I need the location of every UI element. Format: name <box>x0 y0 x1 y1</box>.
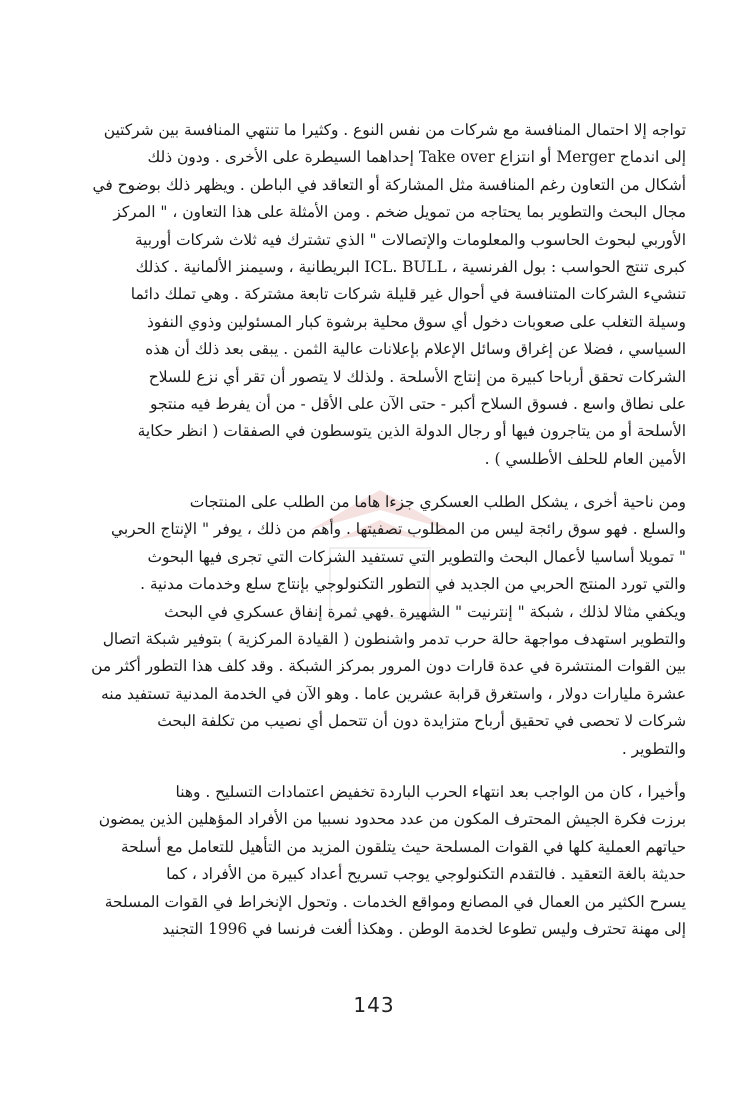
text-line: كبرى تنتج الحواسب : بول الفرنسية ، ICL. BULL البريطانية ، وسيمنز الألمانية . كذلك <box>135 257 686 276</box>
text-line: وأخيرا ، كان من الواجب بعد انتهاء الحرب الباردة تخفيض اعتمادات التسليح . وهنا <box>175 782 686 801</box>
page-number: 143 <box>353 993 395 1017</box>
text-line: السياسي ، فضلا عن إغراق وسائل الإعلام بإعلانات عالية الثمن . يبقى بعد ذلك أن هذه <box>145 340 686 359</box>
text-line: وسيلة التغلب على صعوبات دخول أي سوق محلية برشوة كبار المسئولين وذوي النفوذ <box>146 312 686 331</box>
text-line: عشرة مليارات دولار ، واستغرق قرابة عشرين عاما . وهو الآن في الخدمة المدنية تستفيد منه <box>101 684 686 703</box>
paragraph-gap <box>74 763 686 779</box>
body-text <box>74 117 686 943</box>
text-line: برزت فكرة الجيش المحترف المكون من عدد محدود نسبيا من الأفراد المؤهلين الذين يمضون <box>98 810 686 829</box>
text-line: والتطوير استهدف مواجهة حالة حرب تدمر واشنطون ( القيادة المركزية ) بتوفير شبكة اتصال <box>102 630 686 649</box>
paragraph <box>74 117 686 473</box>
text-line: إلى مهنة تحترف وليس تطوعا لخدمة الوطن . وهكذا ألغت فرنسا في 1996 التجنيد <box>162 919 686 938</box>
text-line: بين القوات المنتشرة في عدة قارات دون المرور بمركز الشبكة . وقد كلف هذا التطور أكثر من <box>91 657 686 676</box>
text-line: أشكال من التعاون رغم المنافسة مثل المشاركة أو التعاقد في الباطن . ويظهر ذلك بوضوح في <box>92 175 686 194</box>
text-line: الأسلحة أو من يتاجرون فيها أو رجال الدولة الذين يتوسطون في الصفقات ( انظر حكاية <box>137 422 686 441</box>
text-line: حديثة بالغة التعقيد . فالتقدم التكنولوجي يوجب تسريح أعداد كبيرة من الأفراد ، كما <box>166 865 686 884</box>
text-line: تواجه إلا احتمال المنافسة مع شركات من نفس النوع . وكثيرا ما تنتهي المنافسة بين شركتين <box>103 121 686 139</box>
paragraph-gap <box>74 473 686 489</box>
text-line: الأوربي لبحوث الحاسوب والمعلومات والإتصالات " الذي تشترك فيه ثلاث شركات أوربية <box>134 230 686 249</box>
text-line: والسلع . فهو سوق رائجة ليس من المطلوب تصفيتها . وأهم من ذلك ، يوفر " الإنتاج الحربي <box>111 520 686 539</box>
text-line: تنشيء الشركات المتنافسة في أحوال غير قليلة شركات تابعة مشتركة . وهي تملك دائما <box>130 285 686 304</box>
text-line: إلى اندماج Merger أو انتزاع Take over إحداهما السيطرة على الأخرى . ودون ذلك <box>147 148 686 167</box>
text-line: شركات لا تحصى في تحقيق أرباح متزايدة دون أن تتحمل أي نصيب من تكلفة البحث <box>157 712 686 731</box>
text-line: حياتهم العملية كلها في القوات المسلحة حيث يتلقون المزيد من التأهيل للتعامل مع أسلحة <box>120 837 686 856</box>
paragraphs-container <box>74 117 686 943</box>
paragraph <box>74 489 686 763</box>
text-line: " تمويلا أساسيا لأعمال البحث والتطوير التي تستفيد الشركات التي تجرى فيها البحوث <box>147 547 686 566</box>
text-line: ويكفي مثالا لذلك ، شبكة " إنترنيت " الشهيرة .فهي ثمرة إنفاق عسكري في البحث <box>164 602 686 621</box>
paragraph <box>74 779 686 943</box>
text-line: يسرح الكثير من العمال في المصانع ومواقع الخدمات . وتحول الإنخراط في القوات المسلحة <box>104 892 686 911</box>
text-line: والتي تورد المنتج الحربي من الجديد في التطور التكنولوجي بإنتاج سلع وخدمات مدنية . <box>140 575 686 594</box>
text-line: مجال البحث والتطوير بما يحتاجه من تمويل ضخم . ومن الأمثلة على هذا التعاون ، " المركز <box>113 203 686 222</box>
text-line: ومن ناحية أخرى ، يشكل الطلب العسكري جزءا هاما من الطلب على المنتجات <box>189 493 686 512</box>
text-line: الشركات تحقق أرباحا كبيرة من إنتاج الأسلحة . ولذلك لا يتصور أن تقر أي نزع للسلاح <box>148 367 686 386</box>
text-line: والتطوير . <box>621 739 686 758</box>
text-line: الأمين العام للحلف الأطلسي ) . <box>484 449 686 468</box>
text-line: على نطاق واسع . فسوق السلاح أكبر - حتى الآن على الأقل - من أن يفرط فيه منتجو <box>150 394 686 413</box>
